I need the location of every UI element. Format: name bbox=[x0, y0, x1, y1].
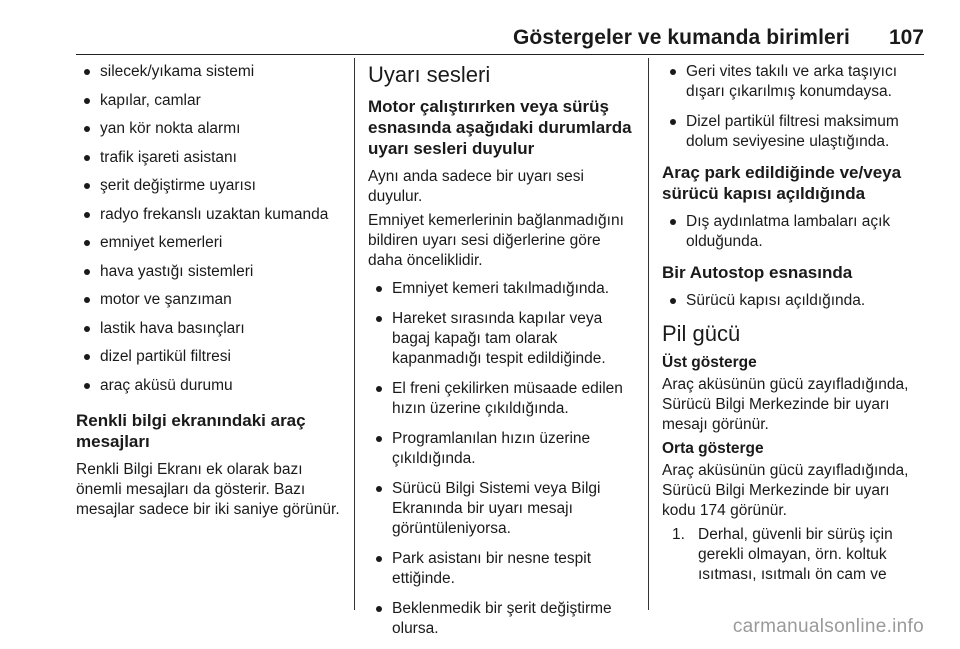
section-title-warning-sounds: Uyarı sesleri bbox=[368, 62, 491, 87]
list-item: Sürücü kapısı açıldığında. bbox=[662, 291, 924, 311]
list-item: trafik işareti asistanı bbox=[76, 148, 344, 168]
list-item: şerit değiştirme uyarısı bbox=[76, 176, 344, 196]
page-number: 107 bbox=[888, 26, 924, 49]
list-item: Park asistanı bir nesne tespit ettiğinde. bbox=[368, 549, 638, 589]
list-item: Programlanılan hızın üzerine çıkıldığında. bbox=[368, 429, 638, 469]
list-item: El freni çekilirken müsaade edilen hızın üzerine çıkıldığında. bbox=[368, 379, 638, 419]
subheading-middle-display: Orta gösterge bbox=[662, 440, 764, 457]
list-item: silecek/yıkama sistemi bbox=[76, 62, 344, 82]
paragraph: Aynı anda sadece bir uyarı sesi duyulur. bbox=[368, 168, 584, 205]
page-header bbox=[0, 0, 960, 58]
parked-conditions-list bbox=[662, 212, 924, 252]
step-item bbox=[672, 525, 924, 585]
section-heading-color-info: Renkli bilgi ekranındaki araç mesajları bbox=[76, 410, 306, 451]
list-item: kapılar, camlar bbox=[76, 91, 344, 111]
paragraph: Araç aküsünün gücü zayıfladığında, Sürücü Bilgi Merkezinde bir uyarı mesajı görünür. bbox=[662, 376, 909, 433]
feature-list bbox=[76, 62, 344, 396]
list-item: Hareket sırasında kapılar veya bagaj kapağı tam olarak kapanmadığı tespit edildiğinde. bbox=[368, 309, 638, 369]
header-rule bbox=[76, 54, 924, 55]
warning-conditions-list-continued bbox=[662, 62, 924, 152]
list-item: Dış aydınlatma lambaları açık olduğunda. bbox=[662, 212, 924, 252]
column-divider-left bbox=[354, 58, 355, 610]
list-item: Emniyet kemeri takılmadığında. bbox=[368, 279, 638, 299]
list-item: Geri vites takılı ve arka taşıyıcı dışarı çıkarılmış konumdaysa. bbox=[662, 62, 924, 102]
column-left bbox=[76, 62, 344, 524]
paragraph: Araç aküsünün gücü zayıfladığında, Sürücü Bilgi Merkezinde bir uyarı kodu 174 görünür. bbox=[662, 462, 909, 519]
list-item: Beklenmedik bir şerit değiştirme olursa. bbox=[368, 599, 638, 639]
list-item: yan kör nokta alarmı bbox=[76, 119, 344, 139]
watermark: carmanualsonline.info bbox=[732, 616, 924, 637]
section-title-battery: Pil gücü bbox=[662, 321, 741, 346]
list-item: Sürücü Bilgi Sistemi veya Bilgi Ekranında bir uyarı mesajı görüntüleniyorsa. bbox=[368, 479, 638, 539]
steps-list bbox=[662, 525, 924, 585]
section-text-color-info: Renkli Bilgi Ekranı ek olarak bazı önemli mesajları da gösterir. Bazı mesajlar sadece bir iki saniye görünür. bbox=[76, 460, 340, 518]
step-text: Derhal, güvenli bir sürüş için gerekli olmayan, örn. koltuk ısıtması, ısıtmalı ön cam ve bbox=[698, 526, 893, 583]
column-middle bbox=[368, 62, 638, 649]
subheading-autostop: Bir Autostop esnasında bbox=[662, 263, 853, 282]
subheading-warning-conditions: Motor çalıştırırken veya sürüş esnasında aşağıdaki durumlarda uyarı sesleri duyulur bbox=[368, 97, 632, 158]
step-number: 1. bbox=[672, 526, 685, 543]
list-item: Dizel partikül filtresi maksimum dolum seviyesine ulaştığında. bbox=[662, 112, 924, 152]
page-header-title: Göstergeler ve kumanda birimleri bbox=[513, 26, 850, 49]
list-item: dizel partikül filtresi bbox=[76, 347, 344, 367]
list-item: araç aküsü durumu bbox=[76, 376, 344, 396]
list-item: radyo frekanslı uzaktan kumanda bbox=[76, 205, 344, 225]
list-item: hava yastığı sistemleri bbox=[76, 262, 344, 282]
list-item: motor ve şanzıman bbox=[76, 290, 344, 310]
column-divider-right bbox=[648, 58, 649, 610]
subheading-parked: Araç park edildiğinde ve/veya sürücü kapısı açıldığında bbox=[662, 163, 902, 203]
list-item: lastik hava basınçları bbox=[76, 319, 344, 339]
column-right bbox=[662, 62, 924, 585]
autostop-conditions-list bbox=[662, 291, 924, 311]
warning-conditions-list bbox=[368, 279, 638, 639]
subheading-upper-display: Üst gösterge bbox=[662, 354, 757, 371]
paragraph: Emniyet kemerlerinin bağlanmadığını bildiren uyarı sesi diğerlerine göre daha önceliklidir. bbox=[368, 212, 624, 269]
list-item: emniyet kemerleri bbox=[76, 233, 344, 253]
